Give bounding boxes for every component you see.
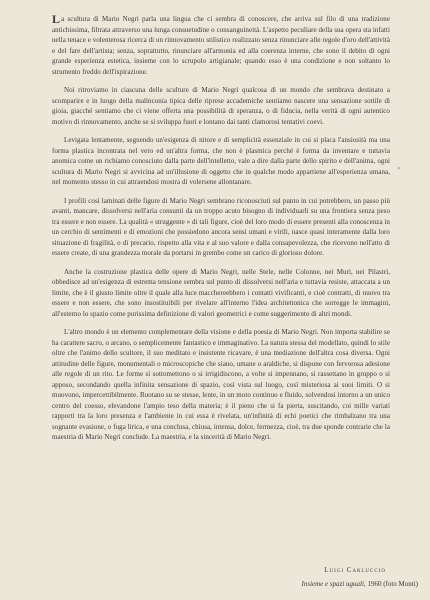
paragraph-1 (52, 14, 390, 77)
author-signature: Luigi Carluccio (324, 566, 386, 574)
caption-credit: 1960 (foto Monti) (365, 580, 418, 588)
paragraph-1-text: a scultura di Mario Negri parla una lingua che ci sembra di conoscere, che arriva sul filo di una tradizione antichissima, filtrata attraverso una lunga consuetudine o consanguineità. L'aspetto peculiare della sua opera sta infatti nella tenace e volenterosa ricerca di un rinnovamento stilistico realizzato senza rinunciare alle regole d'oro dell'attività e del fare dell'artista; senza, soprattutto, rinunciare all'armonia ed alla coerenza interne, che sono il debito di ogni grande esperienza estetica, insieme con lo scrupolo artigianale; quando esso è una condizione e non soltanto lo strumento freddo dell'ispirazione. (52, 15, 390, 76)
paragraph-5: Anche la costruzione plastica delle opere di Mario Negri, nelle Stele, nelle Colonne, nei Muri, nei Pilastri, obbedisce ad un'esigenza di estrema tensione sembra sul punto di dissolversi nell'aria e tuttavia resiste, attaccata a un limite, che è il giusto limite oltre il quale alla luce macchereebbero i contatti vivificanti, e cioè contratti, di nuovo tra essere e non essere, che sono insostituibili per rivelare all'interno l'idea architettonica che sorregge le immagini, all'esterno lo spazio come purissima definizione di valori geometrici e come suggerimento di altri mondi. (52, 267, 390, 318)
paragraph-2: Noi ritroviamo in ciascuna delle sculture di Mario Negri qualcosa di un mondo che sembrava destinato a scomparire e in luogo della malinconia tipica delle riprese accademiche sentiamo nascere una sensazione sottile di gioia, giacché sentiamo che ci viene offerta una possibilità di speranza, o di fiducia, nella verità di ogni autentico motivo di rinnovamento, anche se si sviluppa fuori e lontano dai tanti clamorosi tentativi coevi. (52, 86, 390, 126)
image-caption (302, 580, 418, 588)
paragraph-6: L'altro mondo è un elemento complementare della visione e della poesia di Mario Negri. Non importa stabilire se ha carattere sacro, o arcano, o semplicemente fantastico e immaginativo. La natura stessa del modellato, quindi lo stile oltre che l'animo dello scultore, il suo meditato e insistente ricavare, è una mediazione dell'altra cosa diversa. Ogni attitudine delle figure, monumentali o microscopiche che siano, umane o araldiche, si dispone con fervorosa adesione alle regole di un rito. Le forme si sottomettono o si irrigidiscono, a volte si impennano, si rassettano in gruppo o si apposo, secondando quella infinita sensazione di spazio, così vista sul luogo, così misteriosa ai suoi limiti. O si muovono, impercettibilmente. Ruotano su se stesse, lente, in un moto continuo e fluido, solvendosi intorno a un unico centro del coesso, elevandone l'ampio teso della materia; è il pieno che si fa pierta, suscitando, coi mille variati rapporti tra la loro presenza e l'ambiente in cui essa è rivelata, un'infinità di echi poetici che rimbalzano tra una sognante evasione, o fuga lirica, e una conclusa, chiusa, intensa, dolce, fermezza, cioè, tra due sponde contrarie che la maestria di Mario Negri conclude. La maestria, e la sincerità di Mario Negri. (52, 328, 390, 441)
paragraph-4: I profili così laminati delle figure di Mario Negri sembrano riconosciuti sul punto in cui potrebbero, un passo più avanti, mancare, dissolversi nell'aria consunti da un troppo acuto bisogno di individuarli su una frontiera senza peso tra essere e non essere. La qualità « struggente » di tali figure, cioè del loro modo di essere presenti alla conoscenza in un cerchio di sentimenti e di emozioni che possiedono ancora sensi umani e virili, nasce quasi interamente dalla loro situazione di fragilità, o di precario, rispetto alla vita e al suo valore e dalla consapevolezza, che ricevono nell'atto di essere create, di una grandezza morale da portarsi in grembo come un carico di glorioso dolore. (52, 196, 390, 257)
paragraph-3: Levigata lentamente, seguendo un'esigenza di nitore e di semplicità essenziale in cui si placa l'ansiosità ma una forma plastica incontrata nel vero ed un'altra forma, che non è plasmica perché è forma da inventare e tuttavia anomica come un richiamo conosciuto dalla parte dell'intelletto, vale a dire dalla parte dello spirito e dell'anima, ogni scultura di Mario Negri si avvicina ad un'illusione di oggetto che in qualche modo appartiene all'esperienza umana, nel momento stesso in cui attraendosi mostra di volersene allontanare. (52, 136, 390, 186)
caption-title: Insieme e spazi uguali, (301, 580, 366, 588)
margin-mark: ⸗ (397, 164, 400, 172)
drop-cap: L (52, 12, 61, 26)
